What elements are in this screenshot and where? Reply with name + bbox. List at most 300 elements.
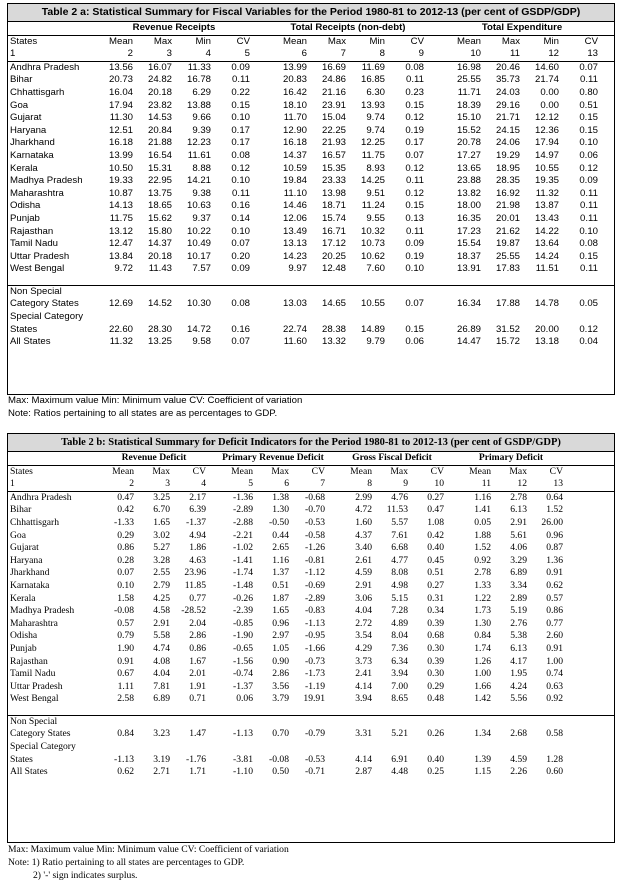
table-cell: 0.16 <box>231 200 250 212</box>
table-row <box>8 618 614 631</box>
table-cell: 0.57 <box>546 592 563 604</box>
table-row <box>8 150 614 163</box>
column-header: Min <box>369 35 385 47</box>
table-cell: 1.28 <box>546 753 563 765</box>
summary-label: Category States <box>10 298 79 310</box>
table-cell: 16.35 <box>456 212 481 224</box>
table-cell: 7.60 <box>366 263 385 275</box>
table-cell: 11.75 <box>109 212 133 224</box>
table-cell: -1.74 <box>233 567 253 579</box>
table-cell: 2.71 <box>153 766 170 778</box>
column-header: States <box>10 35 38 47</box>
table-cell: 12.51 <box>108 124 133 136</box>
table-cell: 10.22 <box>186 225 211 237</box>
table-cell: 0.07 <box>405 298 424 310</box>
column-number: 3 <box>165 478 170 490</box>
table-cell: -1.12 <box>305 567 325 579</box>
table-cell: 14.47 <box>456 336 481 348</box>
table-cell: 0.15 <box>579 124 598 136</box>
state-name: Punjab <box>10 212 40 224</box>
table-cell: 0.62 <box>117 766 134 778</box>
table-cell: 2.79 <box>153 579 170 591</box>
table-cell: 7.28 <box>391 605 408 617</box>
state-name: Tamil Nadu <box>10 238 58 250</box>
table-cell: 13.99 <box>108 149 133 161</box>
table-cell: 2.04 <box>189 617 206 629</box>
column-header: Max <box>271 465 289 477</box>
table-cell: 3.94 <box>355 693 372 705</box>
table-cell: 0.45 <box>427 554 444 566</box>
table-cell: 4.48 <box>391 766 408 778</box>
table-cell: 1.36 <box>546 554 563 566</box>
summary-label: All States <box>10 336 51 348</box>
table-cell: 9.97 <box>288 263 307 275</box>
column-header: CV <box>549 465 563 477</box>
table-cell: 0.96 <box>546 529 563 541</box>
table-cell: 5.56 <box>510 693 527 705</box>
table-cell: 0.62 <box>546 579 563 591</box>
table-cell: 13.49 <box>282 225 307 237</box>
column-number: 2 <box>129 478 134 490</box>
table-cell: 2.76 <box>510 617 527 629</box>
table-cell: 0.15 <box>405 200 424 212</box>
table-row <box>8 251 614 264</box>
column-header: Mean <box>350 465 372 477</box>
table-cell: 0.40 <box>427 753 444 765</box>
table-cell: 20.46 <box>495 61 520 73</box>
table-cell: 5.19 <box>510 605 527 617</box>
table-cell: 0.15 <box>405 99 424 111</box>
table-cell: 13.65 <box>456 162 481 174</box>
table-cell: 24.86 <box>321 74 346 86</box>
state-name: Tamil Nadu <box>10 668 56 680</box>
table-cell: 11.32 <box>535 187 559 199</box>
table-cell: 21.93 <box>321 137 346 149</box>
table-cell: 18.00 <box>456 200 481 212</box>
table-cell: 1.38 <box>272 491 289 503</box>
column-number-row <box>8 48 614 62</box>
table-row <box>8 504 614 517</box>
table-cell: 31.52 <box>495 323 520 335</box>
state-name: West Bengal <box>10 693 59 705</box>
table-cell: 13.93 <box>360 99 385 111</box>
table-cell: 0.27 <box>427 491 444 503</box>
table-cell: 3.06 <box>355 592 372 604</box>
column-number: 5 <box>244 48 250 60</box>
state-name: Karnataka <box>10 149 54 161</box>
table-cell: 4.76 <box>391 491 408 503</box>
table-cell: 0.29 <box>427 680 444 692</box>
table-cell: 5.61 <box>510 529 527 541</box>
state-name: Odisha <box>10 200 41 212</box>
table-cell: 11.32 <box>109 336 133 348</box>
table-cell: 11.85 <box>184 579 206 591</box>
table-cell: 16.04 <box>108 86 133 98</box>
table-cell: 20.18 <box>147 86 172 98</box>
table-cell: 13.98 <box>321 187 346 199</box>
table-cell: 18.37 <box>456 250 481 262</box>
table-cell: 9.38 <box>192 187 211 199</box>
table-cell: 1.11 <box>117 680 134 692</box>
table-cell: 4.06 <box>510 542 527 554</box>
table-row <box>8 74 614 87</box>
table-cell: 0.11 <box>580 263 598 275</box>
table-cell: 1.71 <box>189 766 206 778</box>
table-cell: 12.36 <box>534 124 559 136</box>
table-cell: 13.13 <box>282 238 307 250</box>
table-cell: 1.15 <box>474 766 491 778</box>
table-cell: 3.19 <box>153 753 170 765</box>
table-cell: 21.71 <box>495 112 520 124</box>
column-header: Mean <box>231 465 253 477</box>
table-cell: 22.60 <box>108 323 133 335</box>
column-header-row <box>8 36 614 49</box>
table-cell: 4.14 <box>355 753 372 765</box>
table-row <box>8 580 614 593</box>
summary-label: Category States <box>10 728 71 740</box>
state-name: Gujarat <box>10 112 42 124</box>
table-cell: 20.78 <box>456 137 481 149</box>
table-cell: 21.88 <box>147 137 172 149</box>
table-cell: 23.33 <box>321 175 346 187</box>
table-cell: 0.12 <box>231 162 250 174</box>
table-cell: 13.87 <box>534 200 559 212</box>
table-cell: 3.02 <box>153 529 170 541</box>
state-name: Karnataka <box>10 579 50 591</box>
state-name: Uttar Pradesh <box>10 680 63 692</box>
table-cell: 0.26 <box>427 728 444 740</box>
state-name: Maharashtra <box>10 617 58 629</box>
table-cell: -3.81 <box>233 753 253 765</box>
table-cell: 0.11 <box>580 212 598 224</box>
column-number: 13 <box>587 48 598 60</box>
table-cell: 15.35 <box>321 162 346 174</box>
column-number: 8 <box>379 48 385 60</box>
table-cell: 0.39 <box>427 617 444 629</box>
table-cell: 1.34 <box>474 728 491 740</box>
table-cell: 6.89 <box>153 693 170 705</box>
table-cell: 0.00 <box>540 86 559 98</box>
table-cell: 0.84 <box>474 630 491 642</box>
table-cell: -2.89 <box>305 592 325 604</box>
table-cell: 2.65 <box>272 542 289 554</box>
table-cell: 16.69 <box>321 61 346 73</box>
table-cell: 10.62 <box>360 250 385 262</box>
table-cell: 16.85 <box>360 74 385 86</box>
table-cell: 1.95 <box>510 668 527 680</box>
table-cell: 20.00 <box>534 323 559 335</box>
table-cell: -1.41 <box>233 554 253 566</box>
table-cell: 14.24 <box>534 250 559 262</box>
table-cell: 1.88 <box>474 529 491 541</box>
table-cell: 0.68 <box>427 630 444 642</box>
table-cell: 12.25 <box>360 137 385 149</box>
deficit-indicators-table <box>7 433 615 843</box>
table-cell: 10.32 <box>360 225 385 237</box>
table-cell: 0.96 <box>272 617 289 629</box>
table-cell: 11.53 <box>386 504 408 516</box>
table-cell: 15.10 <box>456 112 481 124</box>
table-cell: 1.86 <box>189 542 206 554</box>
summary-label-row <box>8 286 614 299</box>
state-name: Jharkhand <box>10 567 50 579</box>
table-cell: 0.15 <box>579 112 598 124</box>
table-cell: 16.18 <box>282 137 307 149</box>
column-number: 7 <box>340 48 346 60</box>
table-cell: 11.75 <box>361 149 385 161</box>
column-number: 7 <box>320 478 325 490</box>
summary-separator <box>8 276 614 286</box>
table-cell: -0.26 <box>233 592 253 604</box>
table-a-legend-note: Max: Maximum value Min: Minimum value CV: Coefficient of variation <box>8 395 303 406</box>
table-cell: 1.30 <box>272 504 289 516</box>
table-cell: 7.81 <box>153 680 170 692</box>
table-cell: 26.00 <box>541 516 563 528</box>
table-cell: 6.39 <box>189 504 206 516</box>
group-primary-deficit: Primary Deficit <box>478 452 544 463</box>
table-cell: 13.91 <box>456 263 481 275</box>
table-cell: 2.99 <box>355 491 372 503</box>
table-cell: 17.23 <box>456 225 481 237</box>
table-cell: 15.72 <box>495 336 520 348</box>
table-cell: 1.05 <box>272 642 289 654</box>
state-name: Gujarat <box>10 542 39 554</box>
table-cell: 16.42 <box>282 86 307 98</box>
table-cell: 15.04 <box>321 112 346 124</box>
table-cell: 4.04 <box>355 605 372 617</box>
table-cell: 11.30 <box>109 112 133 124</box>
table-cell: 1.26 <box>474 655 491 667</box>
state-name: Rajasthan <box>10 225 54 237</box>
table-cell: 1.67 <box>189 655 206 667</box>
column-number: 5 <box>248 478 253 490</box>
table-cell: 2.91 <box>510 516 527 528</box>
table-row <box>8 693 614 706</box>
table-cell: 0.11 <box>232 74 250 86</box>
table-cell: 20.73 <box>108 74 133 86</box>
table-cell: 0.05 <box>579 298 598 310</box>
column-number: 12 <box>548 48 559 60</box>
table-cell: 28.35 <box>495 175 520 187</box>
table-cell: 2.78 <box>510 491 527 503</box>
table-cell: 2.26 <box>510 766 527 778</box>
table-cell: -0.68 <box>305 491 325 503</box>
table-cell: 3.94 <box>391 668 408 680</box>
table-cell: 20.83 <box>282 74 307 86</box>
state-name: Jharkhand <box>10 137 55 149</box>
column-number: 13 <box>553 478 563 490</box>
table-cell: 13.25 <box>147 336 172 348</box>
table-cell: 0.07 <box>117 567 134 579</box>
table-cell: 0.57 <box>117 617 134 629</box>
table-cell: 11.33 <box>187 61 211 73</box>
table-row <box>8 87 614 100</box>
table-cell: 11.70 <box>283 112 307 124</box>
table-cell: 0.28 <box>117 554 134 566</box>
table-cell: 0.51 <box>272 579 289 591</box>
table-cell: 0.17 <box>405 137 424 149</box>
table-cell: -2.89 <box>233 504 253 516</box>
column-header: Mean <box>457 35 481 47</box>
column-header: Mean <box>112 465 134 477</box>
table-cell: 3.31 <box>355 728 372 740</box>
table-cell: 20.25 <box>321 250 346 262</box>
table-cell: 24.82 <box>147 74 172 86</box>
column-header: CV <box>311 465 325 477</box>
table-cell: 1.41 <box>474 504 491 516</box>
summary-label-row <box>8 311 614 324</box>
summary-row <box>8 298 614 311</box>
table-cell: 14.78 <box>534 298 559 310</box>
table-cell: -1.37 <box>186 516 206 528</box>
table-cell: 0.11 <box>406 225 424 237</box>
table-cell: 13.75 <box>147 187 172 199</box>
table-cell: -1.02 <box>233 542 253 554</box>
table-cell: -1.13 <box>114 753 134 765</box>
table-cell: -0.53 <box>305 753 325 765</box>
table-cell: 16.18 <box>108 137 133 149</box>
table-cell: 0.77 <box>546 617 563 629</box>
table-cell: 22.25 <box>321 124 346 136</box>
table-cell: 12.23 <box>186 137 211 149</box>
table-cell: 4.08 <box>153 655 170 667</box>
column-number: 1 <box>10 478 15 490</box>
table-cell: 14.65 <box>321 298 346 310</box>
table-cell: 10.30 <box>186 298 211 310</box>
table-cell: 2.86 <box>189 630 206 642</box>
column-number: 12 <box>517 478 527 490</box>
table-cell: -1.76 <box>186 753 206 765</box>
table-cell: 18.95 <box>495 162 520 174</box>
table-cell: 0.51 <box>427 567 444 579</box>
table-cell: 4.59 <box>355 567 372 579</box>
table-row <box>8 630 614 643</box>
table-cell: -2.21 <box>233 529 253 541</box>
table-cell: 7.61 <box>391 529 408 541</box>
table-cell: 0.90 <box>272 655 289 667</box>
table-cell: 6.91 <box>391 753 408 765</box>
table-cell: 0.15 <box>231 99 250 111</box>
table-cell: 0.12 <box>579 162 598 174</box>
table-cell: 0.19 <box>405 250 424 262</box>
summary-label: Special Category <box>10 741 76 753</box>
table-cell: 1.00 <box>474 668 491 680</box>
table-cell: 21.62 <box>495 225 520 237</box>
table-cell: -0.08 <box>114 605 134 617</box>
table-cell: 0.22 <box>231 86 250 98</box>
summary-row <box>8 728 614 741</box>
column-header: Mean <box>469 465 491 477</box>
table-cell: 0.10 <box>117 579 134 591</box>
table-cell: 7.36 <box>391 642 408 654</box>
table-cell: 0.06 <box>236 693 253 705</box>
table-row <box>8 188 614 201</box>
summary-row <box>8 324 614 337</box>
table-cell: 0.50 <box>272 766 289 778</box>
table-cell: 8.65 <box>391 693 408 705</box>
table-cell: 2.87 <box>355 766 372 778</box>
table-cell: -0.70 <box>305 504 325 516</box>
table-cell: 0.44 <box>272 529 289 541</box>
table-cell: 3.56 <box>272 680 289 692</box>
table-cell: -1.90 <box>233 630 253 642</box>
table-cell: 20.18 <box>147 250 172 262</box>
table-cell: 15.62 <box>147 212 172 224</box>
column-header: CV <box>430 465 444 477</box>
table-a-title: Table 2 a: Statistical Summary for Fiscal Variables for the Period 1980-81 to 2012-13 (per cent of GSDP/GDP) <box>8 4 614 22</box>
table-cell: 2.91 <box>355 579 372 591</box>
column-number: 8 <box>367 478 372 490</box>
table-cell: 6.29 <box>192 86 211 98</box>
table-cell: 1.73 <box>474 605 491 617</box>
table-cell: 13.82 <box>456 187 481 199</box>
summary-label: States <box>10 323 38 335</box>
table-row <box>8 62 614 75</box>
table-cell: 15.80 <box>147 225 172 237</box>
table-cell: 3.40 <box>355 542 372 554</box>
table-cell: 1.52 <box>546 504 563 516</box>
table-cell: 5.38 <box>510 630 527 642</box>
table-cell: 0.15 <box>579 250 598 262</box>
table-cell: 0.13 <box>405 212 424 224</box>
table-a-ratio-note: Note: Ratios pertaining to all states are as percentages to GDP. <box>8 408 278 419</box>
table-cell: 19.29 <box>495 149 520 161</box>
table-cell: 0.86 <box>189 642 206 654</box>
table-cell: 9.74 <box>366 112 385 124</box>
table-cell: -0.83 <box>305 605 325 617</box>
table-cell: 0.12 <box>579 323 598 335</box>
column-header: Max <box>153 35 172 47</box>
table-cell: 4.17 <box>510 655 527 667</box>
table-row <box>8 656 614 669</box>
table-a-group-header <box>8 22 614 36</box>
summary-row <box>8 754 614 767</box>
table-cell: 3.23 <box>153 728 170 740</box>
table-cell: 1.65 <box>272 605 289 617</box>
column-header: Max <box>390 465 408 477</box>
table-cell: 3.54 <box>355 630 372 642</box>
table-cell: 0.12 <box>405 187 424 199</box>
table-cell: 0.40 <box>427 542 444 554</box>
table-cell: 1.65 <box>153 516 170 528</box>
table-cell: 0.12 <box>405 162 424 174</box>
summary-label: States <box>10 753 33 765</box>
table-cell: 8.04 <box>391 630 408 642</box>
table-cell: 6.89 <box>510 567 527 579</box>
table-cell: 0.07 <box>231 336 250 348</box>
table-cell: 2.97 <box>272 630 289 642</box>
summary-label: All States <box>10 766 48 778</box>
table-cell: 0.39 <box>427 655 444 667</box>
table-cell: 6.13 <box>510 642 527 654</box>
table-cell: 1.16 <box>272 554 289 566</box>
summary-label: Special Category <box>10 311 84 323</box>
table-cell: 3.34 <box>510 579 527 591</box>
table-cell: 0.11 <box>580 200 598 212</box>
table-cell: 4.94 <box>189 529 206 541</box>
summary-row <box>8 336 614 349</box>
table-cell: 12.47 <box>108 238 133 250</box>
table-cell: 4.74 <box>153 642 170 654</box>
column-header: Mean <box>109 35 133 47</box>
table-cell: 17.94 <box>534 137 559 149</box>
table-cell: 1.22 <box>474 592 491 604</box>
table-cell: 9.72 <box>114 263 133 275</box>
table-cell: 2.41 <box>355 668 372 680</box>
table-cell: 0.91 <box>546 567 563 579</box>
table-cell: 9.39 <box>192 124 211 136</box>
table-row <box>8 226 614 239</box>
